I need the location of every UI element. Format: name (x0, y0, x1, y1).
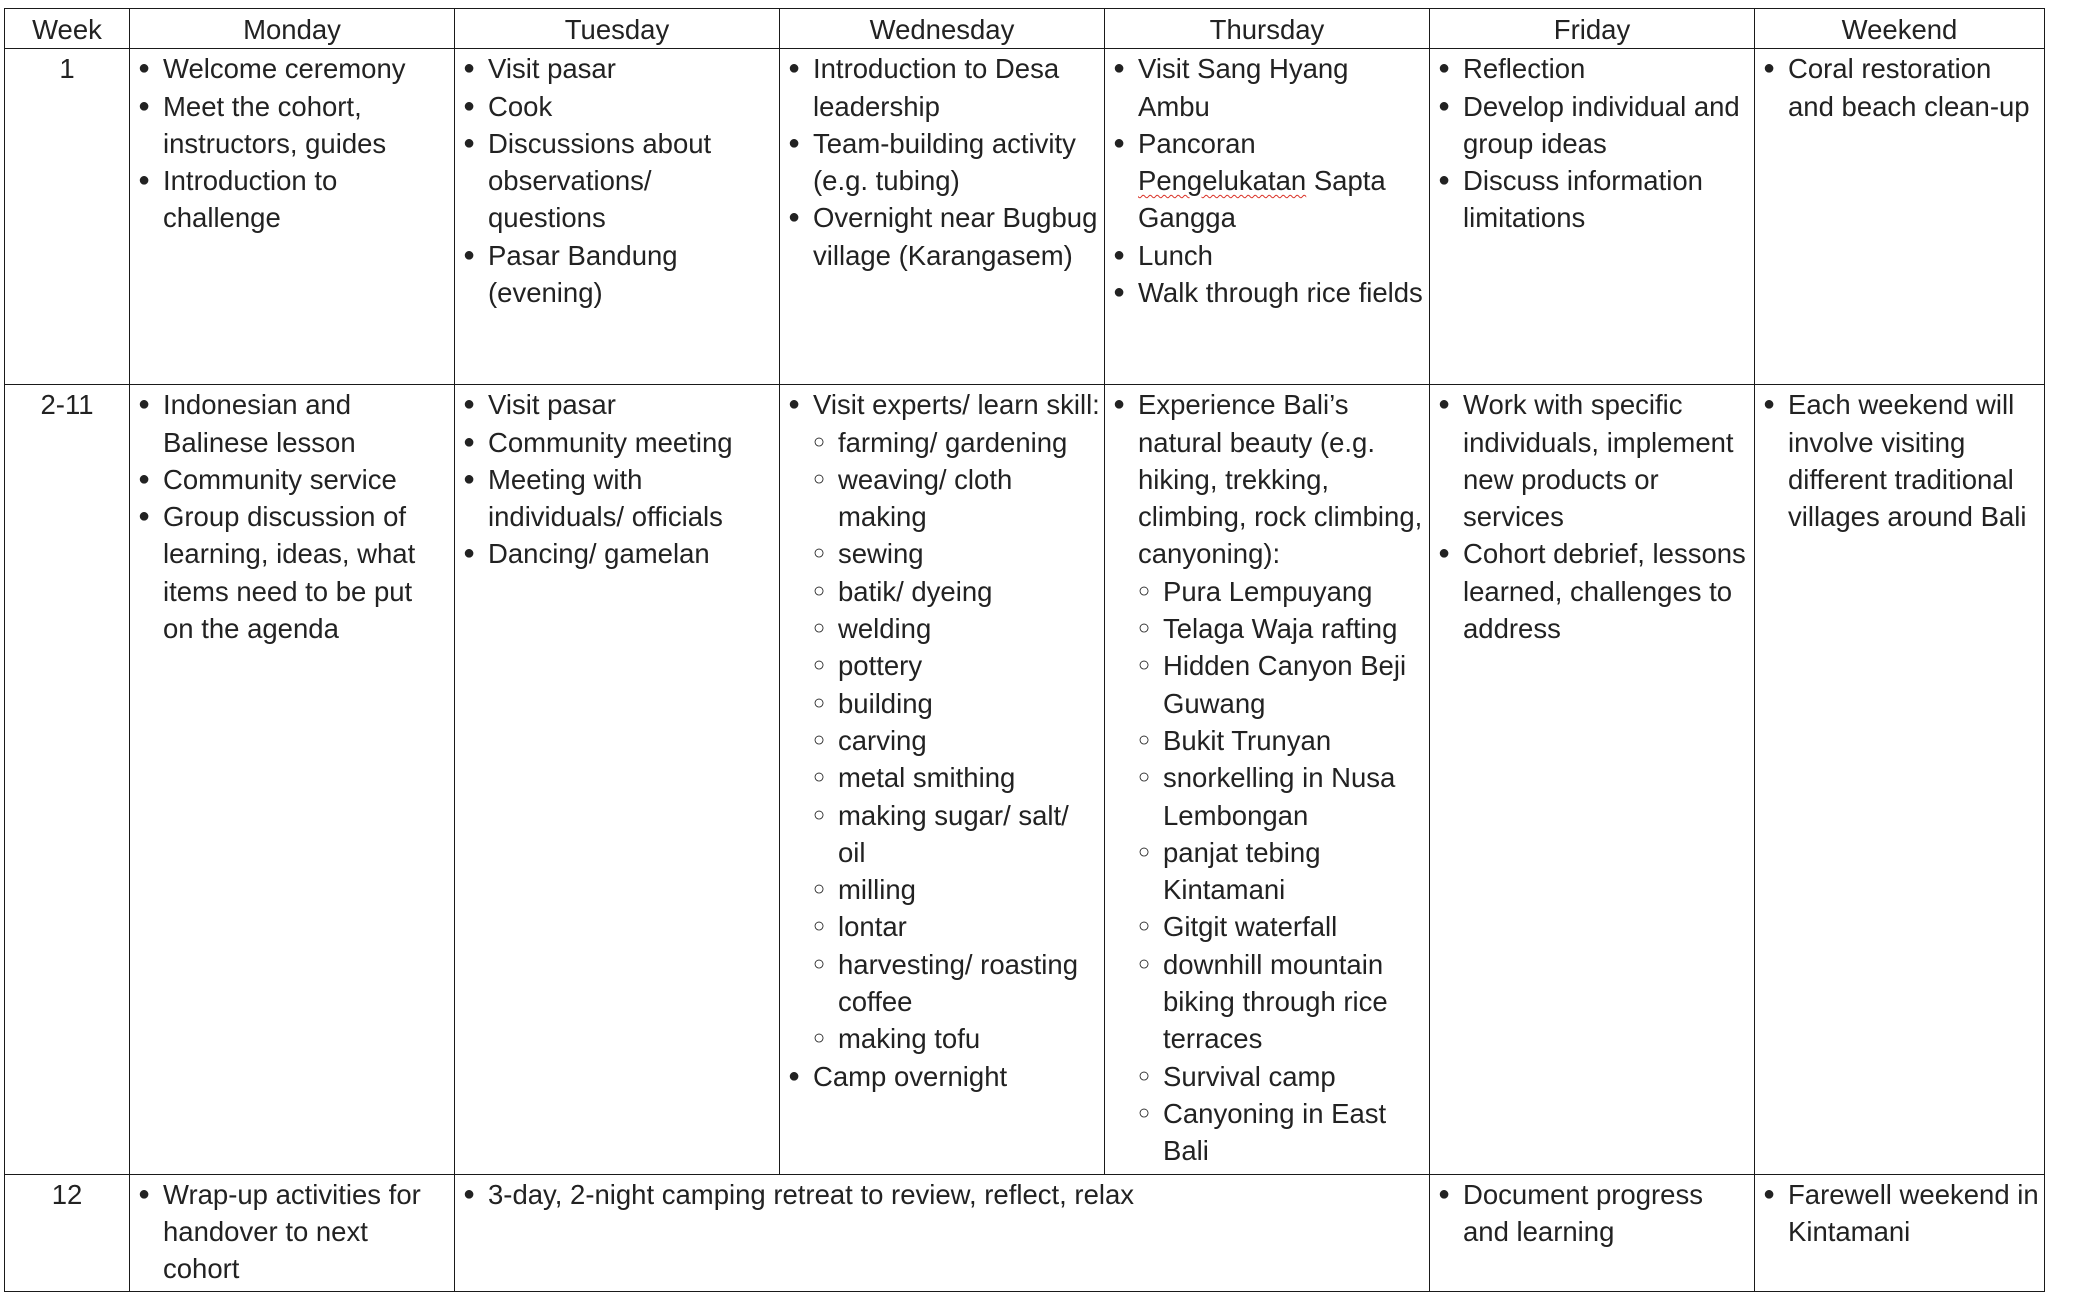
sub-list-item: ○ Hidden Canyon Beji Guwang (1138, 647, 1425, 722)
list-item: ● 3-day, 2-night camping retreat to review, reflect, relax (463, 1176, 1425, 1213)
table-row (5, 1174, 2045, 1292)
list-item: ● Cook (463, 88, 775, 125)
list-item-prefix: Pancoran (1138, 127, 1256, 159)
list-item: ● Team-building activity (e.g. tubing) (788, 125, 1100, 200)
header-week: Week (5, 9, 130, 49)
sub-list-item: ○ building (813, 685, 1100, 722)
sub-list-item: ○ batik/ dyeing (813, 573, 1100, 610)
list-item: ● Work with specific individuals, implement new products or services (1438, 386, 1750, 535)
list-item: ● Introduction to challenge (138, 162, 450, 237)
sub-list-item: ○ Pura Lempuyang (1138, 573, 1425, 610)
sub-list-item: ○ welding (813, 610, 1100, 647)
tuesday-cell (455, 49, 780, 385)
sub-list-item: ○ milling (813, 871, 1100, 908)
week-cell: 2-11 (5, 385, 130, 1174)
sub-list-item: ○ Survival camp (1138, 1058, 1425, 1095)
list-item: ● Each weekend will involve visiting different traditional villages around Bali (1763, 386, 2040, 535)
spellcheck-underlined-word: Pengelukatan (1138, 165, 1307, 197)
table-row (5, 385, 2045, 1174)
schedule-table (4, 8, 2045, 1292)
friday-cell (1430, 49, 1755, 385)
list-item (1113, 386, 1425, 1169)
header-thursday: Thursday (1105, 9, 1430, 49)
list-item: ● Meeting with individuals/ officials (463, 461, 775, 536)
sub-list-item: ○ weaving/ cloth making (813, 461, 1100, 536)
list-item: ● Group discussion of learning, ideas, what items need to be put on the agenda (138, 498, 450, 647)
header-friday: Friday (1430, 9, 1755, 49)
sub-list-item: ○ metal smithing (813, 759, 1100, 796)
list-item: ● Visit pasar (463, 50, 775, 87)
sub-list-item: ○ making sugar/ salt/ oil (813, 797, 1100, 872)
tuesday-to-thursday-merged-cell (455, 1174, 1430, 1292)
header-tuesday: Tuesday (455, 9, 780, 49)
list-item: ● Welcome ceremony (138, 50, 450, 87)
list-item: ● Visit Sang Hyang Ambu (1113, 50, 1425, 125)
sub-list-item: ○ farming/ gardening (813, 424, 1100, 461)
list-item: ● Develop individual and group ideas (1438, 88, 1750, 163)
friday-cell (1430, 385, 1755, 1174)
week-cell: 1 (5, 49, 130, 385)
week-cell: 12 (5, 1174, 130, 1292)
weekend-cell (1755, 1174, 2045, 1292)
list-item: ● Visit pasar (463, 386, 775, 423)
list-item: ● Discuss information limitations (1438, 162, 1750, 237)
sub-list-item: ○ pottery (813, 647, 1100, 684)
sub-list-item: ○ Gitgit waterfall (1138, 908, 1425, 945)
header-monday: Monday (130, 9, 455, 49)
list-item: ● Community service (138, 461, 450, 498)
clipped-heading-fragment (14, 0, 22, 4)
activity-sublist (1138, 573, 1425, 1170)
sub-list-item: ○ snorkelling in Nusa Lembongan (1138, 759, 1425, 834)
header-wednesday: Wednesday (780, 9, 1105, 49)
header-row (5, 9, 2045, 49)
thursday-cell (1105, 385, 1430, 1174)
wednesday-cell (780, 385, 1105, 1174)
sub-list-item: ○ panjat tebing Kintamani (1138, 834, 1425, 909)
sub-list-item: ○ harvesting/ roasting coffee (813, 946, 1100, 1021)
list-item: ● Pasar Bandung (evening) (463, 237, 775, 312)
table-row (5, 49, 2045, 385)
list-item: ● Community meeting (463, 424, 775, 461)
thursday-cell (1105, 49, 1430, 385)
tuesday-cell (455, 385, 780, 1174)
sub-list-item: ○ making tofu (813, 1020, 1100, 1057)
sub-list-item: ○ Bukit Trunyan (1138, 722, 1425, 759)
list-item: ● Reflection (1438, 50, 1750, 87)
list-item (1113, 125, 1425, 237)
header-weekend: Weekend (1755, 9, 2045, 49)
weekend-cell (1755, 49, 2045, 385)
list-item-lead: Experience Bali’s natural beauty (e.g. hiking, trekking, climbing, rock climbing, canyoning): (1138, 389, 1423, 570)
list-item: ● Wrap-up activities for handover to next cohort (138, 1176, 450, 1288)
sub-list-item: ○ downhill mountain biking through rice terraces (1138, 946, 1425, 1058)
list-item (788, 386, 1100, 1057)
monday-cell (130, 385, 455, 1174)
list-item: ● Lunch (1113, 237, 1425, 274)
list-item: ● Camp overnight (788, 1058, 1100, 1095)
monday-cell (130, 1174, 455, 1292)
wednesday-cell (780, 49, 1105, 385)
list-item: ● Discussions about observations/ questions (463, 125, 775, 237)
list-item-suffix: Sapta Gangga (1138, 165, 1386, 234)
list-item: ● Overnight near Bugbug village (Karangasem) (788, 199, 1100, 274)
list-item: ● Indonesian and Balinese lesson (138, 386, 450, 461)
sub-list-item: ○ Canyoning in East Bali (1138, 1095, 1425, 1170)
list-item: ● Coral restoration and beach clean-up (1763, 50, 2040, 125)
list-item: ● Cohort debrief, lessons learned, challenges to address (1438, 535, 1750, 647)
friday-cell (1430, 1174, 1755, 1292)
list-item: ● Introduction to Desa leadership (788, 50, 1100, 125)
sub-list-item: ○ carving (813, 722, 1100, 759)
list-item: ● Meet the cohort, instructors, guides (138, 88, 450, 163)
sub-list-item: ○ Telaga Waja rafting (1138, 610, 1425, 647)
sub-list-item: ○ sewing (813, 535, 1100, 572)
list-item: ● Dancing/ gamelan (463, 535, 775, 572)
list-item: ● Walk through rice fields (1113, 274, 1425, 311)
monday-cell (130, 49, 455, 385)
list-item: ● Document progress and learning (1438, 1176, 1750, 1251)
list-item: ● Farewell weekend in Kintamani (1763, 1176, 2040, 1251)
skill-sublist (813, 424, 1100, 1058)
weekend-cell (1755, 385, 2045, 1174)
list-item-lead: Visit experts/ learn skill: (813, 389, 1100, 421)
sub-list-item: ○ lontar (813, 908, 1100, 945)
